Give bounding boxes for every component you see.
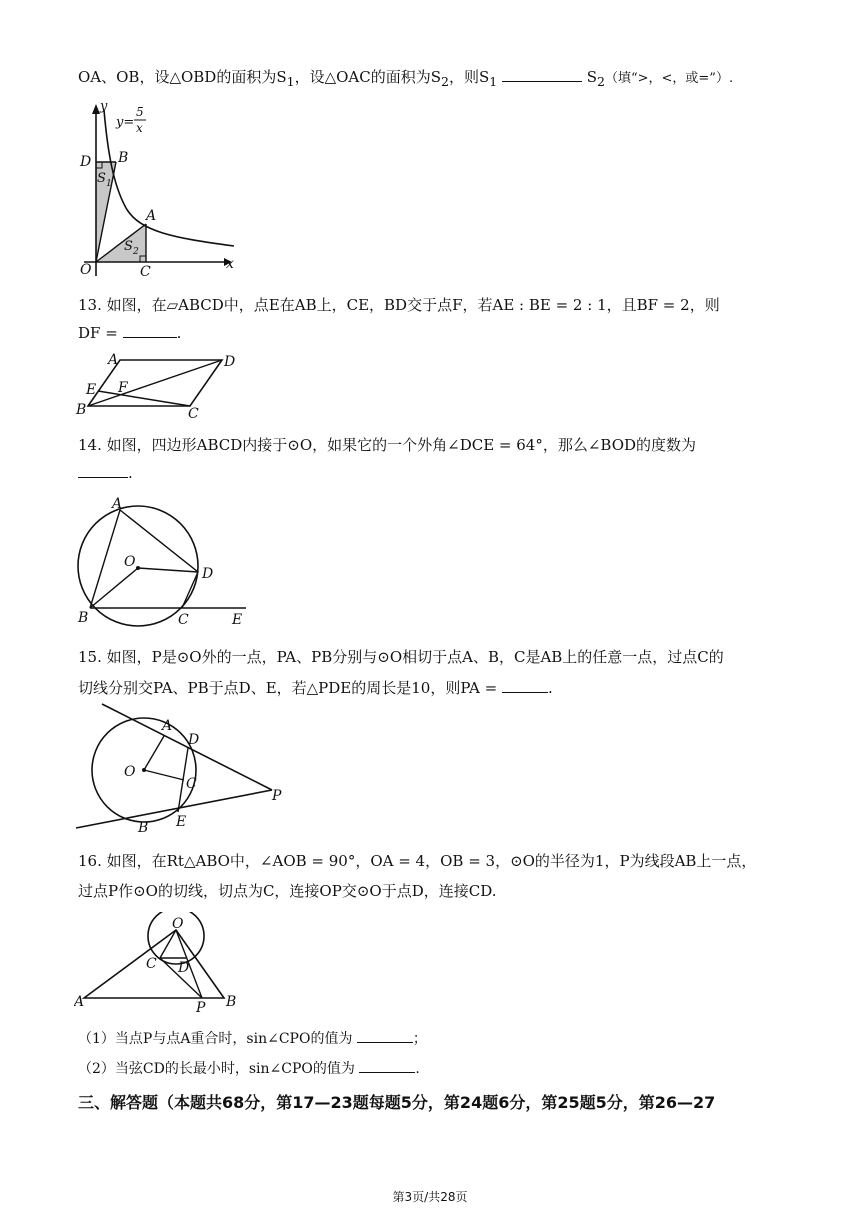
q12-sub4: 2 xyxy=(597,74,605,89)
q14-line1: 14. 如图，四边形ABCD内接于⊙O，如果它的一个外角∠DCE = 64°，那么∠BOD的度数为 xyxy=(78,436,697,454)
q13-line2-prefix: DF = xyxy=(78,324,118,342)
q12-label-y: y xyxy=(100,99,108,114)
q13-label-e: E xyxy=(86,382,97,398)
q15-label-e: E xyxy=(176,814,187,830)
q14-label-a: A xyxy=(112,496,123,512)
q16-sub1-prefix: （1）当点P与点A重合时，sin∠CPO的值为 xyxy=(78,1031,353,1047)
q12-stem-d: S xyxy=(586,68,598,86)
q12-label-s2-sub: 2 xyxy=(133,247,139,257)
section-3-heading: 三、解答题（本题共68分，第17—23题每题5分，第24题6分，第25题5分，第26—27 xyxy=(78,1093,716,1112)
q12-stem-a: OA、OB，设△OBD的面积为S xyxy=(78,68,287,86)
q12-func-den: x xyxy=(136,121,143,135)
q14-seg-od xyxy=(138,568,198,572)
q14-center-dot xyxy=(136,566,140,570)
q12-stem-e: （填“>，<，或=”）. xyxy=(604,71,734,86)
q12-answer-blank[interactable] xyxy=(502,80,582,82)
q12-label-d: D xyxy=(80,154,92,170)
q15-label-a: A xyxy=(162,718,173,734)
q13-label-a: A xyxy=(108,352,119,368)
q16-line1: 16. 如图，在Rt△ABO中，∠AOB = 90°，OA = 4，OB = 3，⊙O的半径为1，P为线段AB上一点， xyxy=(78,852,757,870)
q13-label-d: D xyxy=(224,354,236,370)
q16-sub2 xyxy=(78,1058,420,1078)
q15-line2-suffix: . xyxy=(548,679,553,697)
q15-center-dot xyxy=(142,768,146,772)
q16-label-p: P xyxy=(196,1000,206,1016)
q16-sub1 xyxy=(78,1028,427,1048)
q14-seg-ob xyxy=(90,568,138,608)
q12-stem-b: ，设△OAC的面积为S xyxy=(294,68,441,86)
page-footer: 第3页/共28页 xyxy=(392,1190,468,1204)
q15-label-c: C xyxy=(186,776,197,792)
q13-figure xyxy=(74,348,254,420)
q15-seg-oa xyxy=(144,736,164,770)
q16-label-d: D xyxy=(178,960,190,976)
q12-label-a: A xyxy=(146,208,157,224)
q16-label-c: C xyxy=(146,956,157,972)
q12-label-s1: S xyxy=(97,171,106,186)
q14-figure xyxy=(74,494,254,630)
q16-sub2-suffix: . xyxy=(415,1061,420,1077)
q12-sub3: 1 xyxy=(489,74,498,89)
q13-label-b: B xyxy=(76,402,87,418)
q13-line1: 13. 如图，在▱ABCD中，点E在AB上，CE，BD交于点F，若AE : BE = 2 : 1，且BF = 2，则 xyxy=(78,296,720,314)
q12-label-o: O xyxy=(80,262,92,278)
q15-answer-blank[interactable] xyxy=(502,691,548,693)
q13-label-f: F xyxy=(118,380,128,396)
q14-label-e: E xyxy=(232,612,243,628)
q15-label-p: P xyxy=(272,788,282,804)
q16-label-b: B xyxy=(226,994,237,1010)
q16-sub1-blank[interactable] xyxy=(357,1041,413,1043)
q15-label-b: B xyxy=(138,820,149,836)
q14-label-c: C xyxy=(178,612,189,628)
q12-func-num: 5 xyxy=(136,105,144,119)
q12-label-x: x xyxy=(226,256,234,272)
q12-sub1: 1 xyxy=(286,74,295,89)
q15-line1: 15. 如图，P是⊙O外的一点，PA、PB分别与⊙O相切于点A、B，C是AB上的任意一点，过点C的 xyxy=(78,648,724,666)
q14-label-o: O xyxy=(124,554,136,570)
q13-line2-suffix: . xyxy=(176,324,182,342)
q14-answer-blank[interactable] xyxy=(78,476,128,478)
q16-label-a: A xyxy=(74,994,85,1010)
q15-label-d: D xyxy=(188,732,200,748)
q12-label-c: C xyxy=(140,264,151,280)
q12-hyperbola xyxy=(104,110,234,246)
q16-sub1-suffix: ； xyxy=(412,1031,427,1047)
q16-sub2-blank[interactable] xyxy=(359,1071,415,1073)
q16-seg-oc xyxy=(160,930,176,958)
q12-figure xyxy=(74,96,244,280)
q12-label-s2: S xyxy=(124,239,133,254)
q15-figure xyxy=(74,700,294,836)
q15-tangent-pb xyxy=(76,790,272,828)
q14-label-b: B xyxy=(78,610,89,626)
q15-label-o: O xyxy=(124,764,136,780)
q12-stem-c: ，则S xyxy=(448,68,490,86)
q16-figure xyxy=(74,912,254,1016)
q12-label-s1-sub: 1 xyxy=(106,179,112,189)
q14-line2 xyxy=(78,464,133,482)
q12-stem xyxy=(78,66,733,89)
q16-line2: 过点P作⊙O的切线，切点为C，连接OP交⊙O于点D，连接CD. xyxy=(78,882,497,900)
q13-answer-blank[interactable] xyxy=(123,336,177,338)
q15-line2 xyxy=(78,677,553,698)
q13-label-c: C xyxy=(188,406,199,420)
q12-func-y: y= xyxy=(116,115,135,130)
q15-seg-oc xyxy=(144,770,184,780)
q16-label-o: O xyxy=(172,916,184,932)
q15-line2-prefix: 切线分别交PA、PB于点D、E，若△PDE的周长是10，则PA = xyxy=(78,679,498,697)
q14-label-d: D xyxy=(202,566,214,582)
q12-sub2: 2 xyxy=(440,74,449,89)
q12-y-arrow xyxy=(92,104,100,114)
q14-line2-suffix: . xyxy=(128,464,133,482)
q16-sub2-prefix: （2）当弦CD的长最小时，sin∠CPO的值为 xyxy=(78,1061,355,1077)
q12-label-b: B xyxy=(118,150,129,166)
q13-line2 xyxy=(78,324,181,342)
